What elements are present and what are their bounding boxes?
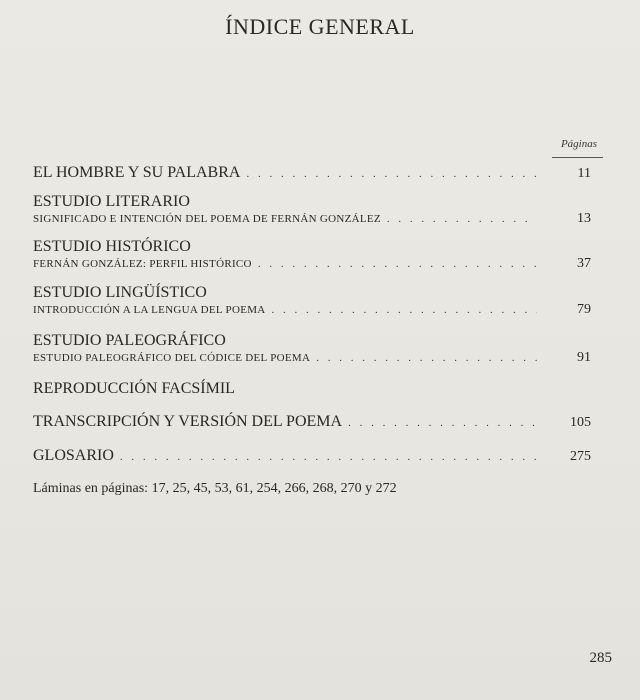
toc-entry-transcripcion	[33, 413, 591, 431]
leader-dots	[258, 258, 537, 270]
toc-section-heading: ESTUDIO HISTÓRICO	[33, 238, 191, 255]
toc-entry-page: 91	[577, 350, 591, 365]
toc-entry-subtitle: ESTUDIO PALEOGRÁFICO DEL CÓDICE DEL POEMA	[33, 352, 311, 364]
page-title: ÍNDICE GENERAL	[225, 14, 415, 39]
toc-entry-subtitle: INTRODUCCIÓN A LA LENGUA DEL POEMA	[33, 304, 266, 316]
toc-entry-subtitle: SIGNIFICADO E INTENCIÓN DEL POEMA DE FERNÁN GONZÁLEZ	[33, 213, 381, 225]
toc-entry-page: 37	[577, 256, 591, 271]
toc-entry-el-hombre	[33, 164, 591, 182]
pages-column-rule	[552, 157, 603, 158]
toc-entry-page: 275	[570, 449, 591, 464]
toc-entry-estudio-literario	[33, 193, 591, 227]
toc-entry-page: 79	[577, 302, 591, 317]
toc-entry-estudio-historico	[33, 238, 591, 272]
toc-entry-glosario	[33, 447, 591, 465]
toc-entry-estudio-paleografico	[33, 332, 591, 366]
toc-section-heading: ESTUDIO PALEOGRÁFICO	[33, 332, 226, 349]
toc-entry-reproduccion-facsimil	[33, 380, 591, 398]
leader-dots	[348, 417, 537, 429]
toc-entry-title: EL HOMBRE Y SU PALABRA	[33, 164, 241, 181]
leader-dots	[316, 352, 537, 364]
toc-entry-page: 11	[577, 166, 591, 181]
plates-note: Láminas en páginas: 17, 25, 45, 53, 61, 254, 266, 268, 270 y 272	[33, 481, 397, 496]
page-number: 285	[589, 650, 612, 666]
toc-section-heading: ESTUDIO LITERARIO	[33, 193, 190, 210]
toc-entry-subtitle: FERNÁN GONZÁLEZ: PERFIL HISTÓRICO	[33, 258, 252, 270]
toc-section-heading: ESTUDIO LINGÜÍSTICO	[33, 284, 207, 301]
leader-dots	[246, 168, 537, 180]
toc-entry-title: GLOSARIO	[33, 447, 114, 464]
leader-dots	[272, 304, 537, 316]
leader-dots	[120, 451, 537, 463]
leader-dots	[387, 213, 537, 225]
toc-section-heading: REPRODUCCIÓN FACSÍMIL	[33, 380, 235, 397]
toc-entry-page: 105	[570, 415, 591, 430]
toc-entry-page: 13	[577, 211, 591, 226]
toc-entry-estudio-linguistico	[33, 284, 591, 318]
pages-column-header: Páginas	[560, 138, 597, 150]
toc-entry-title: TRANSCRIPCIÓN Y VERSIÓN DEL POEMA	[33, 413, 343, 430]
